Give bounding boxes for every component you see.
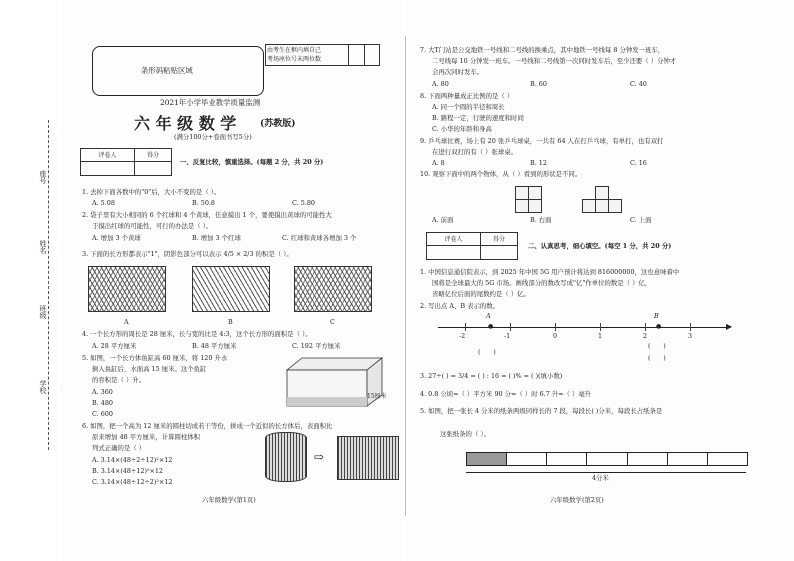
subject-title: 六 年 级 数 学 (134, 114, 237, 133)
exam-title: 2021年小学毕业教学质量监测 (160, 98, 261, 107)
q3-label-c: C (330, 318, 335, 326)
point-b-label: B (654, 312, 659, 320)
q3-figure-b (192, 266, 270, 312)
q4-opt-c: C. 192 平方厘米 (292, 342, 341, 350)
q10-opt-b: B. 右面 (530, 216, 552, 224)
number-line (438, 327, 728, 328)
q9-line-2: 在进行双打的有（ ）张球桌。 (432, 148, 518, 156)
q5-opt-c: C. 600 (92, 410, 113, 418)
q6-line-1: 6. 如图，把一个高为 12 厘米的圆柱切成若干等份，拼成一个近似的长方体后，表面积比 (82, 422, 333, 430)
q1-opt-a: A. 5.08 (92, 199, 115, 207)
strip-segment (708, 453, 747, 465)
margin-class: 班级 (39, 305, 47, 319)
q6-line-3: 列式正确的是（ ） (92, 444, 146, 452)
q5-line-3: 的容积是（ ）升。 (92, 376, 146, 384)
q8-opt-c: C. 小华的年龄和身高 (432, 125, 492, 133)
reviewer-label-2: 评卷人 (427, 233, 481, 246)
edition: (苏教版) (260, 119, 296, 129)
reviewer-label: 评卷人 (81, 149, 135, 162)
paper-strip (466, 452, 748, 466)
f1-line-3: 省略亿位后面的尾数约是（ ）亿。 (432, 290, 530, 298)
fish-tank-figure (282, 355, 397, 410)
margin-seat-no: 座号 (39, 170, 47, 184)
q1-opt-b: B. 50.8 (192, 199, 215, 207)
q6-opt-b: B. 3.14×(48÷12)²×12 (92, 467, 163, 475)
scorer-table-2 (426, 232, 518, 260)
q7-opt-b: B. 60 (530, 80, 547, 88)
seat-check-text-2: 考场座位号末两位数 (267, 56, 322, 63)
tick-label-0: 0 (553, 332, 558, 340)
q2-opt-b: B. 增加 3 个红球 (192, 234, 241, 242)
binding-margin (0, 0, 60, 561)
q10-opt-c: C. 上面 (630, 216, 652, 224)
q4-opt-b: B. 48 平方厘米 (192, 342, 237, 350)
strip-segment (628, 453, 668, 465)
barcode-area (92, 46, 264, 96)
section-1-title: 一、反复比较，慎重选择。(每题 2 分，共 20 分) (180, 158, 324, 166)
f3: 3. 27÷( ) = 3/4 = ( ) : 16 = ( )% = ( )(填小数) (420, 372, 563, 380)
q1-opt-c: C. 5.80 (292, 199, 315, 207)
q3-label-b: B (228, 318, 233, 326)
point-a-answer[interactable]: ( ) (478, 348, 496, 356)
seat-digit-2[interactable] (364, 45, 380, 66)
score-cell-2[interactable] (481, 246, 518, 260)
score-label-2: 得分 (481, 233, 518, 246)
section-2-title: 二、认真思考，细心填空。(每空 1 分，共 20 分) (528, 242, 672, 250)
q7-opt-a: A. 80 (432, 80, 449, 88)
q5-line-2: 倒入鱼缸后，水面高 15 厘米。这个鱼缸 (92, 365, 207, 373)
reviewer-cell[interactable] (81, 162, 135, 176)
q2-opt-c: C. 红球和黄球各增加 3 个 (282, 234, 357, 242)
q9-line-1: 9. 乒乓球比赛，场上有 20 张乒乓球桌，一共有 64 人在打乒乓球，有单打，也有双打 (420, 137, 664, 145)
q6-opt-a: A. 3.14×(48÷2÷12)²×12 (92, 456, 173, 464)
margin-name: 姓名 (39, 240, 47, 254)
q6-line-2: 原来增加 48 平方厘米，计算圆柱体积 (92, 433, 201, 441)
margin-school: 学校 (39, 380, 47, 394)
page-1-footer: 六年级数学(第1页) (202, 496, 256, 504)
q2-line-1: 2. 袋子里有大小相同的 6 个红球和 4 个黄球，任意摸出 1 个，要使摸出黄球的可能性大 (82, 211, 332, 219)
tick-label-2: 2 (643, 332, 648, 340)
q4: 4. 一个长方形的周长是 28 厘米，长与宽的比是 4:3，这个长方形的面积是（ ）。 (82, 330, 312, 338)
q5-line-1: 5. 如图，一个长方体鱼缸高 60 厘米，将 120 升水 (82, 354, 228, 362)
q3: 3. 下面的长方形都表示"1"，阴影色部分可以表示 4/5 × 2/3 的积是（ ）。 (82, 250, 293, 258)
point-a-label: A (486, 312, 491, 320)
cut-line (48, 120, 49, 450)
f1-line-1: 1. 中国信息通信院表示，到 2025 年中国 5G 用户预计将达到 816000000，这也意味着中 (420, 268, 680, 276)
cuboid-figure (337, 436, 399, 480)
q10-opt-a: A. 前面 (432, 216, 454, 224)
cylinder-figure (265, 432, 307, 482)
tick-label-3: 3 (688, 332, 693, 340)
q9-opt-a: A. 8 (432, 159, 445, 167)
q6-opt-c: C. 3.14×(48÷12÷2)²×12 (92, 478, 173, 486)
q10: 10. 观察下面中的两个物体，从（ ）看到的形状是不同。 (420, 170, 582, 178)
q9-opt-b: B. 12 (530, 159, 547, 167)
q3-figure-c (294, 266, 372, 312)
page-2-footer: 六年级数学(第2页) (550, 496, 604, 504)
point-b-answer-den[interactable]: ( ) (648, 354, 666, 362)
q7-opt-c: C. 40 (630, 80, 647, 88)
q1: 1. 去掉下面各数中的"0"后，大小不变的是（ ）。 (82, 188, 221, 196)
point-a-marker: ● (488, 323, 494, 330)
q4-opt-a: A. 28 平方厘米 (92, 342, 137, 350)
q3-figure-a (88, 266, 166, 312)
f2: 2. 写出点 A、B 表示的数。 (420, 302, 500, 310)
q8-opt-a: A. 同一个圆的半径和周长 (432, 103, 505, 111)
tick-label-minus-1: -1 (504, 332, 511, 340)
page-2 (410, 0, 794, 561)
score-cell[interactable] (135, 162, 172, 176)
seat-check-box (265, 44, 380, 66)
f1-line-2: 国将是全球最大的 5G 市场。画线部分的数改写成"亿"作单位的数是（ ）亿， (432, 279, 652, 287)
q2-line-2: 于摸出红球的可能性，可行的办法是（ ）。 (92, 222, 213, 230)
reviewer-cell-2[interactable] (427, 246, 481, 260)
f5-line-1: 5. 如图，把一张长 4 分米的纸条两级同样长的 7 段，每段长( )分米，每段长占纸条是 (420, 407, 663, 415)
tick-label-minus-2: -2 (459, 332, 466, 340)
page-1 (62, 0, 402, 561)
barcode-label: 条形码粘贴区域 (141, 66, 193, 75)
q9-opt-c: C. 16 (630, 159, 647, 167)
number-line-arrow-icon: ▶ (726, 322, 733, 331)
q3-label-a: A (124, 318, 129, 326)
arrow-icon: ⇨ (314, 450, 325, 464)
page-fold (405, 36, 406, 516)
strip-segment (547, 453, 587, 465)
tick-label-1: 1 (598, 332, 603, 340)
point-b-answer-num[interactable]: ( ) (648, 342, 666, 350)
q7-line-1: 7. 大T门站是公交地铁一号线和二号线的换乘点，其中地铁一号线每 8 分钟发一班车， (420, 46, 665, 54)
seat-check-text-1: 由考生在框内填自己 (267, 47, 322, 54)
fish-tank-height-label: 15厘米 (367, 393, 387, 400)
score-note: (满分100分+卷面书写5分) (174, 133, 252, 141)
q7-line-2: 二号线每 10 分钟发一班车。一号线和二号线第一次同时发车后，至少还要（ ）分钟才 (432, 57, 677, 65)
q7-line-3: 会再次同时发车。 (432, 68, 484, 76)
f4: 4. 0.8 公顷=（ ）平方米 90 分=（ ）时 6.7 升=（ ）毫升 (420, 390, 592, 398)
q5-opt-a: A. 360 (92, 388, 113, 396)
f5-line-2: 这张纸条的（ ）。 (440, 430, 490, 438)
strip-measure-line (466, 472, 746, 473)
point-b-marker: ● (656, 323, 662, 330)
strip-segment (507, 453, 547, 465)
seat-digit-1[interactable] (349, 45, 365, 66)
strip-length-label: 4分米 (592, 474, 609, 482)
q5-opt-b: B. 480 (92, 399, 113, 407)
score-label: 得分 (135, 149, 172, 162)
scorer-table-1 (80, 148, 172, 176)
q8: 8. 下面两种量成正比例的是（ ） (420, 92, 514, 100)
q2-opt-a: A. 增加 3 个黄球 (92, 234, 141, 242)
q8-opt-b: B. 路程一定，行驶的速度和时间 (432, 114, 524, 122)
strip-segment (668, 453, 708, 465)
strip-segment-shaded (467, 453, 507, 465)
strip-segment (587, 453, 627, 465)
